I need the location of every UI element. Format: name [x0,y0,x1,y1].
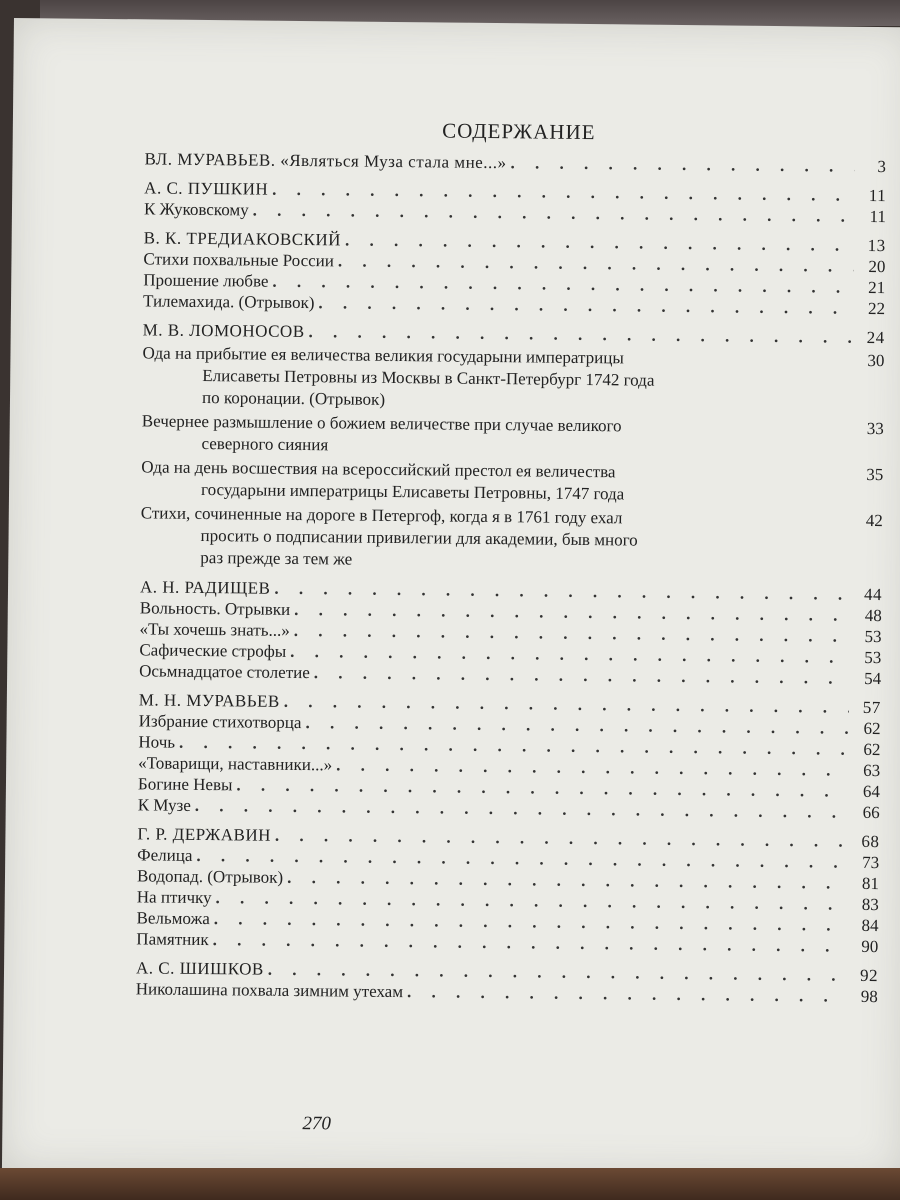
toc-page-number: 62 [863,739,881,760]
toc-entry-multiline [141,410,883,462]
toc-list-bottom [136,576,882,1007]
dot-leader [510,152,854,177]
toc-entry-line: Ода на день восшествия на всероссийский престол ея величества [141,457,616,482]
toc-entry-title: Г. Р. ДЕРЖАВИН [137,824,272,845]
toc-entry-line: северного сияния [201,433,329,455]
toc-entry-title: А. С. ШИШКОВ [135,958,264,979]
toc-entry-title: А. Н. РАДИЩЕВ [139,577,271,598]
toc-entry-title: Стихи похвальные России [143,249,335,271]
dot-leader [308,321,852,348]
toc-page-number: 21 [868,277,886,298]
toc-entry-title: Водопад. (Отрывок) [136,866,284,887]
toc-page-number: 83 [861,894,879,915]
toc-entry-title: Богине Невы [137,774,233,795]
toc-entry-multiline [141,456,883,508]
toc-page-number: 13 [867,235,886,256]
toc-entry-title: К Жуковскому [143,199,249,220]
toc-page-number: 57 [862,697,881,718]
toc-page-number: 90 [861,936,879,957]
toc-entry-line: Ода на прибытие ея величества великия государыни императрицы [142,343,624,368]
page-title: СОДЕРЖАНИЕ [442,118,596,145]
toc-entry-title: На птичку [136,887,212,908]
toc-entry-title: В. К. ТРЕДИАКОВСКИЙ [143,228,342,250]
toc-page-number: 30 [867,350,885,371]
toc-entry-title: Ночь [138,732,176,752]
toc-entry-title: К Музе [137,795,191,815]
toc-entry-title [141,456,843,507]
toc-entry-title: Осьмнадцатое столетие [139,661,310,683]
toc-page-number: 68 [861,831,880,852]
toc-entry-title: ВЛ. МУРАВЬЕВ. «Являться Муза стала мне...» [144,149,507,173]
toc-entry-line: по коронации. (Отрывок) [201,387,386,409]
toc-entry-title: «Ты хочешь знать...» [139,619,290,640]
toc-entry-line: Стихи, сочиненные на дороге в Петергоф, когда я в 1761 году ехал [140,503,623,528]
toc-entry-title: Избрание стихотворца [138,711,302,733]
toc-page-number: 35 [866,464,884,485]
toc-page-number: 20 [868,256,886,277]
toc-entry-title [141,410,843,461]
dot-leader [407,981,846,1007]
toc-entry-title: Сафические строфы [139,640,287,661]
toc-author-heading [144,148,886,177]
toc-entry-title [142,342,845,415]
toc-entry-line: государыни императрицы Елисаветы Петровны, 1747 года [200,479,625,504]
dot-leader [318,292,853,319]
toc-page-number: 11 [869,206,887,227]
toc-page-number: 3 [877,157,887,177]
toc-page-number: 54 [864,668,882,689]
toc-page-number: 44 [863,584,883,605]
book-page [2,18,900,1179]
toc-page-number: 64 [862,781,881,802]
toc-page-number: 62 [863,718,881,739]
toc-page-number: 48 [864,605,882,626]
toc-page-number: 63 [863,760,881,781]
toc-page-number: 98 [860,986,878,1007]
toc-entry-title: М. В. ЛОМОНОСОВ [142,320,305,342]
toc-entry-line: Вечернее размышление о божием величестве при случае великого [141,411,622,436]
toc-page-number: 53 [864,626,882,647]
toc-entry-line: Елисаветы Петровны из Москвы в Санкт-Петербург 1742 года [202,365,655,390]
toc-entry-title: А. С. ПУШКИН [144,178,269,199]
toc-page-number: 92 [859,965,879,986]
toc-entry-line: раз прежде за тем же [200,547,353,569]
toc-list-top [143,148,887,348]
page-number: 270 [302,1113,332,1135]
toc-long-entries [140,342,884,576]
toc-page-number: 66 [862,802,880,823]
toc-entry-title: Памятник [136,929,209,950]
toc-entry-title: Вельможа [136,908,210,929]
toc-page-number: 42 [865,510,883,531]
toc-entry-title: Фелица [137,845,193,865]
table-of-contents [136,115,887,1007]
toc-entry-line: просить о подписании привилегии для академии, быв много [200,525,638,550]
dot-leader [314,662,850,689]
toc-page-number: 81 [861,873,880,894]
toc-entry-title: Николашина похвала зимним утехам [135,979,404,1002]
toc-entry-title: Прошение любве [143,270,269,291]
toc-entry-title: «Товарищи, наставники...» [138,753,333,775]
table-surface [0,1168,900,1200]
toc-entry-title: М. Н. МУРАВЬЕВ [138,690,280,711]
toc-page-number: 33 [866,418,884,439]
toc-entry-multiline [140,502,883,576]
toc-page-number: 84 [861,915,879,936]
toc-page-number: 22 [867,298,886,319]
toc-page-number: 53 [864,647,882,668]
toc-entry-multiline [142,342,885,416]
toc-page-number: 24 [866,327,885,348]
toc-page-number: 73 [862,852,880,873]
toc-entry-title: Вольность. Отрывки [139,598,291,619]
toc-entry-title [140,502,843,575]
toc-page-number: 11 [868,185,887,206]
toc-entry-title: Тилемахида. (Отрывок) [142,291,315,313]
